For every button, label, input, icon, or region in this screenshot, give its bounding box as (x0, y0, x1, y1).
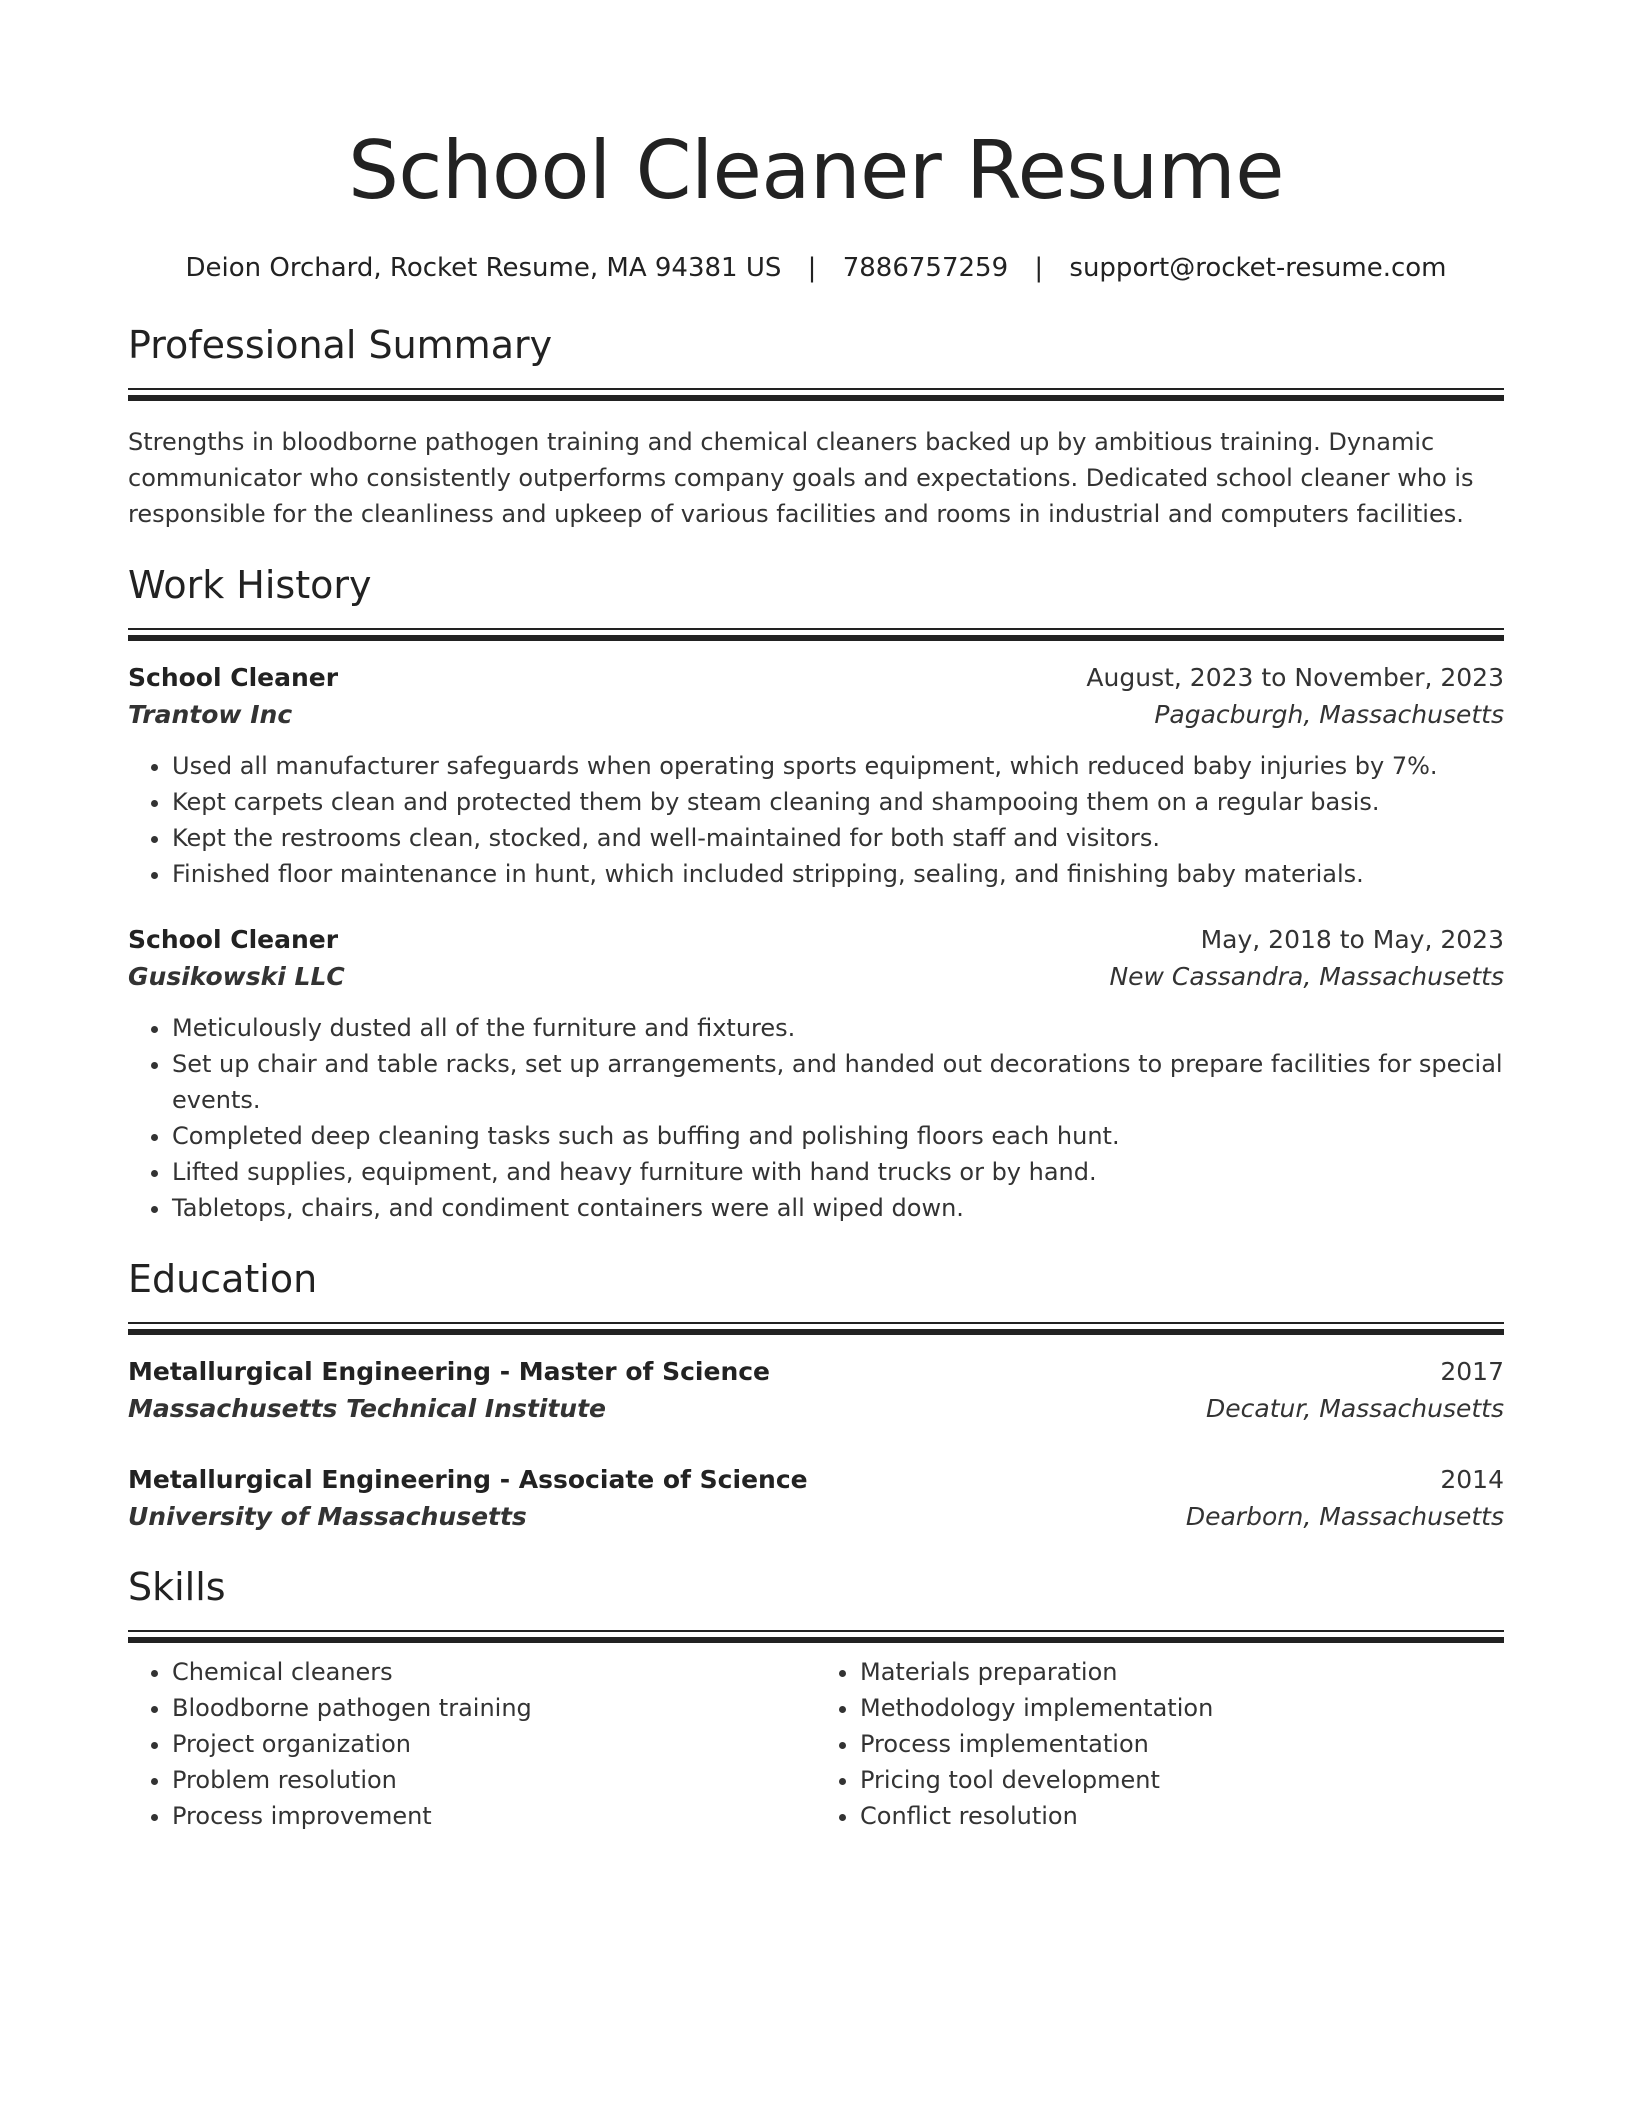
section-divider (128, 1630, 1504, 1640)
job-dates: May, 2018 to May, 2023 (1200, 925, 1504, 954)
skill-item: • Bloodborne pathogen training (172, 1690, 816, 1726)
skill-item: • Methodology implementation (860, 1690, 1504, 1726)
section-heading-summary: Professional Summary (128, 323, 553, 367)
list-item: • Lifted supplies, equipment, and heavy furniture with hand trucks or by hand. (172, 1154, 1504, 1190)
job-subheader (128, 696, 1504, 734)
education-school: Massachusetts Technical Institute (128, 1394, 607, 1423)
contact-line (128, 250, 1504, 286)
skill-item: • Materials preparation (860, 1654, 1504, 1690)
education-year: 2017 (1440, 1357, 1504, 1386)
section-divider (128, 628, 1504, 638)
education-subheader (128, 1390, 1504, 1428)
section-divider (128, 388, 1504, 398)
education-entry (128, 1354, 1504, 1428)
list-item: • Used all manufacturer safeguards when operating sports equipment, which reduced baby injuries by 7%. (172, 748, 1504, 784)
list-item: • Completed deep cleaning tasks such as buffing and polishing floors each hunt. (172, 1118, 1504, 1154)
job-location: New Cassandra, Massachusetts (1109, 962, 1504, 991)
education-entry (128, 1462, 1504, 1536)
section-heading-work: Work History (128, 563, 372, 607)
education-degree: Metallurgical Engineering - Master of Science (128, 1357, 771, 1386)
job-entry (128, 660, 1504, 892)
job-title: School Cleaner (128, 925, 339, 954)
contact-separator: | (1034, 253, 1044, 283)
skill-item: • Project organization (172, 1726, 816, 1762)
section-divider (128, 1322, 1504, 1332)
job-subheader (128, 958, 1504, 996)
job-dates: August, 2023 to November, 2023 (1086, 663, 1504, 692)
education-degree: Metallurgical Engineering - Associate of Science (128, 1465, 808, 1494)
job-company: Trantow Inc (128, 700, 293, 729)
skill-item: • Chemical cleaners (172, 1654, 816, 1690)
section-heading-skills: Skills (128, 1565, 226, 1609)
education-subheader (128, 1498, 1504, 1536)
education-location: Dearborn, Massachusetts (1185, 1502, 1504, 1531)
contact-email: support@rocket-resume.com (1069, 253, 1447, 283)
list-item: • Finished floor maintenance in hunt, which included stripping, sealing, and finishing baby materials. (172, 856, 1504, 892)
job-bullets (128, 1010, 1504, 1226)
job-entry (128, 922, 1504, 1226)
job-bullets (128, 748, 1504, 892)
education-section (128, 1254, 1504, 1536)
job-company: Gusikowski LLC (128, 962, 345, 991)
page-title: School Cleaner Resume (348, 124, 1284, 217)
section-heading-education: Education (128, 1257, 318, 1301)
education-year: 2014 (1440, 1465, 1504, 1494)
skills-list-right (816, 1654, 1504, 1834)
summary-text: Strengths in bloodborne pathogen training and chemical cleaners backed up by ambitious training. Dynamic communicator who consistently outperforms company goals and expectations. Dedicated school cleaner who is responsible for the cleanliness and upkeep of various facilities and rooms in industrial and computers facilities. (128, 428, 1474, 528)
skill-item: • Pricing tool development (860, 1762, 1504, 1798)
skill-item: • Conflict resolution (860, 1798, 1504, 1834)
job-header (128, 922, 1504, 958)
list-item: • Meticulously dusted all of the furniture and fixtures. (172, 1010, 1504, 1046)
contact-phone: 7886757259 (842, 253, 1009, 283)
education-header (128, 1354, 1504, 1390)
skill-item: • Process improvement (172, 1798, 816, 1834)
job-title: School Cleaner (128, 663, 339, 692)
work-section (128, 560, 1504, 1226)
job-header (128, 660, 1504, 696)
list-item: • Kept the restrooms clean, stocked, and well-maintained for both staff and visitors. (172, 820, 1504, 856)
education-school: University of Massachusetts (128, 1502, 527, 1531)
list-item: • Kept carpets clean and protected them by steam cleaning and shampooing them on a regular basis. (172, 784, 1504, 820)
education-location: Decatur, Massachusetts (1206, 1394, 1504, 1423)
contact-separator: | (807, 253, 817, 283)
skills-columns (128, 1654, 1504, 1834)
skill-item: • Problem resolution (172, 1762, 816, 1798)
skill-item: • Process implementation (860, 1726, 1504, 1762)
summary-section (128, 320, 1504, 532)
education-header (128, 1462, 1504, 1498)
skills-list-left (128, 1654, 816, 1834)
list-item: • Set up chair and table racks, set up arrangements, and handed out decorations to prepare facilities for special events. (172, 1046, 1504, 1118)
job-location: Pagacburgh, Massachusetts (1154, 700, 1504, 729)
skills-section (128, 1562, 1504, 1834)
contact-address: Deion Orchard, Rocket Resume, MA 94381 US (185, 253, 782, 283)
list-item: • Tabletops, chairs, and condiment containers were all wiped down. (172, 1190, 1504, 1226)
